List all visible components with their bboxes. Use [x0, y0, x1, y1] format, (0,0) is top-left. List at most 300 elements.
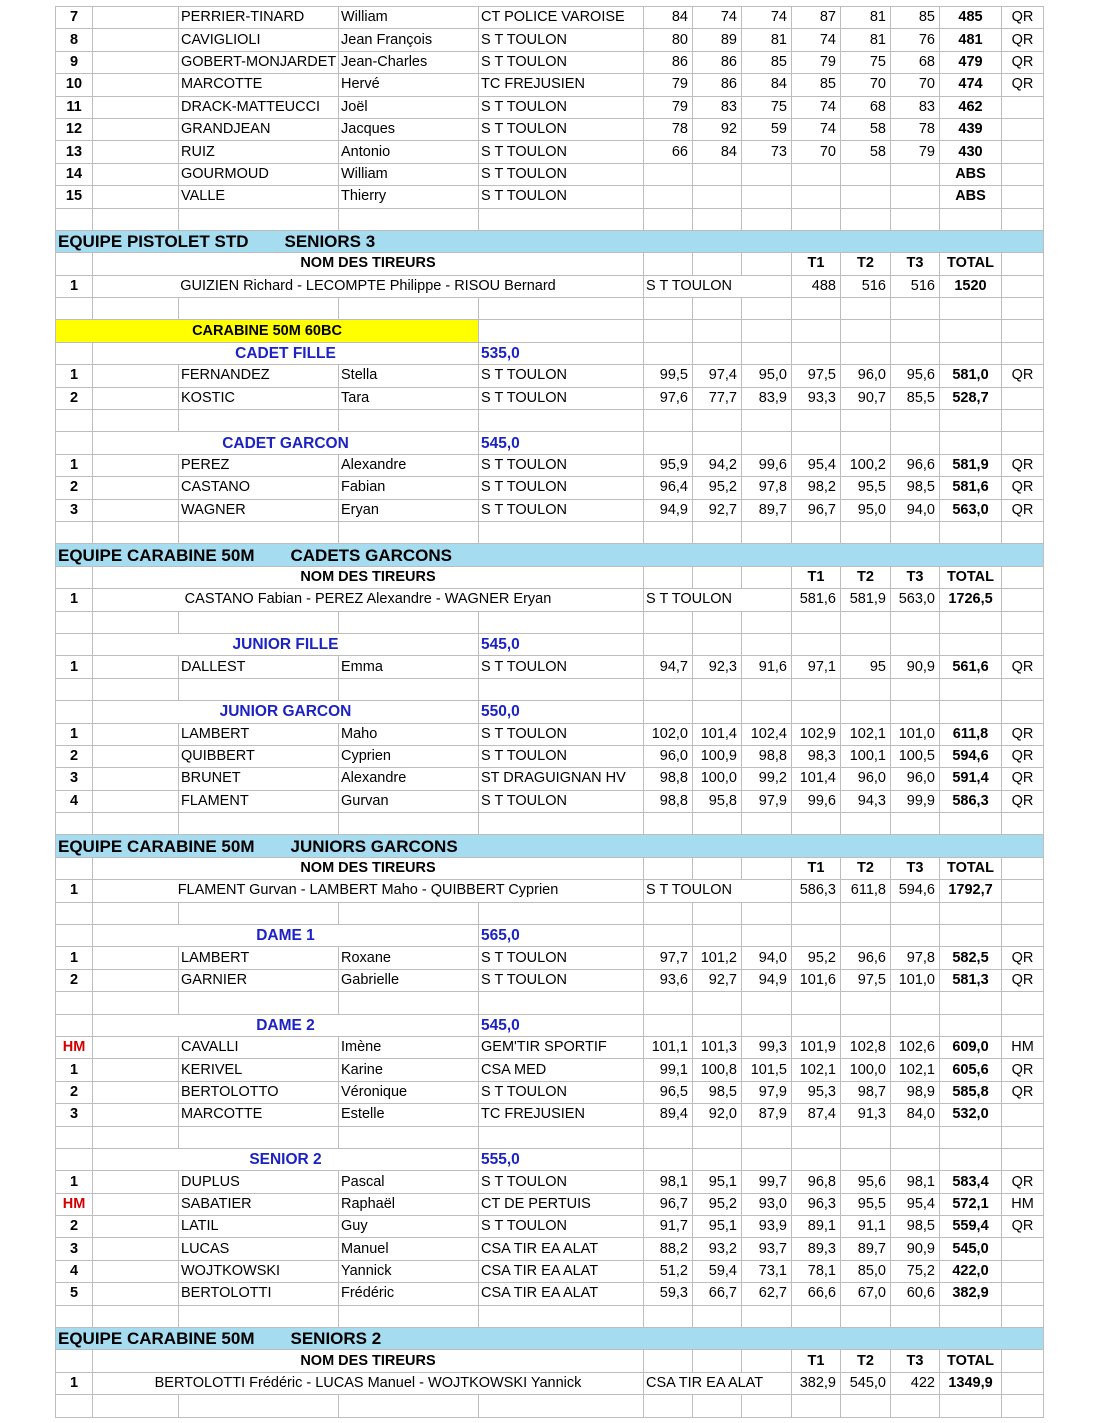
empty-row [56, 208, 1044, 230]
series-score-cell: 99,1 [644, 1059, 693, 1081]
t2-cell: 516 [841, 275, 891, 297]
first-name-cell: Raphaël [339, 1193, 479, 1215]
series-score-cell: 59,4 [693, 1260, 742, 1282]
total-cell: 439 [940, 118, 1002, 140]
series-score-cell: 89,1 [792, 1216, 841, 1238]
series-score-cell: 100,8 [693, 1059, 742, 1081]
last-name-cell: WAGNER [179, 499, 339, 521]
rank-cell: 2 [56, 1216, 93, 1238]
series-score-cell: 94,7 [644, 656, 693, 678]
empty-row [56, 298, 1044, 320]
t3-cell: 422 [891, 1372, 940, 1394]
rank-cell: 8 [56, 29, 93, 51]
total-cell: 586,3 [940, 790, 1002, 812]
series-score-cell [792, 163, 841, 185]
empty-cell [693, 566, 742, 588]
t2-cell: 545,0 [841, 1372, 891, 1394]
series-score-cell [742, 186, 792, 208]
series-score-cell: 97,8 [891, 947, 940, 969]
first-name-cell: Frédéric [339, 1283, 479, 1305]
empty-cell [693, 1148, 742, 1170]
empty-cell [891, 410, 940, 432]
empty-cell [1002, 275, 1044, 297]
qualification-cell: QR [1002, 1059, 1044, 1081]
empty-cell [93, 1305, 179, 1327]
empty-cell [56, 208, 93, 230]
result-row [56, 141, 1044, 163]
empty-cell [644, 611, 693, 633]
series-score-cell: 88,2 [644, 1238, 693, 1260]
empty-cell [891, 208, 940, 230]
rank-cell: 3 [56, 1104, 93, 1126]
empty-cell [1002, 253, 1044, 275]
empty-cell [841, 1395, 891, 1417]
series-score-cell: 98,8 [644, 768, 693, 790]
rank-cell: 1 [56, 656, 93, 678]
empty-cell [693, 925, 742, 947]
total-cell: 605,6 [940, 1059, 1002, 1081]
qualification-cell: HM [1002, 1036, 1044, 1058]
empty-cell [792, 1305, 841, 1327]
series-score-cell: 97,5 [841, 969, 891, 991]
empty-cell [644, 701, 693, 723]
empty-cell [644, 566, 693, 588]
series-score-cell: 95,4 [891, 1193, 940, 1215]
empty-cell [940, 208, 1002, 230]
total-cell: 581,9 [940, 454, 1002, 476]
empty-cell [179, 1126, 339, 1148]
last-name-cell: PERRIER-TINARD [179, 7, 339, 29]
rank-cell: 11 [56, 96, 93, 118]
total-cell: 430 [940, 141, 1002, 163]
series-score-cell: 95,8 [693, 790, 742, 812]
first-name-cell: Tara [339, 387, 479, 409]
series-score-cell: 97,9 [742, 1081, 792, 1103]
series-score-cell: 92,7 [693, 499, 742, 521]
series-score-cell [644, 186, 693, 208]
series-score-cell [891, 186, 940, 208]
empty-cell [479, 320, 644, 342]
empty-cell [179, 521, 339, 543]
empty-cell [339, 1395, 479, 1417]
series-score-cell: 96,6 [891, 454, 940, 476]
total-cell: 545,0 [940, 1238, 1002, 1260]
empty-cell [940, 813, 1002, 835]
empty-cell [179, 410, 339, 432]
category-row [56, 633, 1044, 655]
qualification-cell: QR [1002, 477, 1044, 499]
category-name: SENIOR 2 [93, 1148, 479, 1170]
rank-cell: 4 [56, 1260, 93, 1282]
series-score-cell: 91,1 [841, 1216, 891, 1238]
empty-cell [93, 1126, 179, 1148]
empty-cell [742, 1350, 792, 1372]
first-name-cell: Thierry [339, 186, 479, 208]
empty-cell [644, 992, 693, 1014]
rank-cell: HM [56, 1193, 93, 1215]
result-row [56, 118, 1044, 140]
spacer-cell [93, 1059, 179, 1081]
empty-cell [940, 1014, 1002, 1036]
result-row [56, 1036, 1044, 1058]
t1-cell: 586,3 [792, 880, 841, 902]
empty-cell [940, 925, 1002, 947]
empty-cell [841, 432, 891, 454]
empty-cell [1002, 813, 1044, 835]
series-score-cell: 97,8 [742, 477, 792, 499]
first-name-cell: Joël [339, 96, 479, 118]
club-cell: S T TOULON [479, 96, 644, 118]
empty-cell [93, 992, 179, 1014]
result-row [56, 163, 1044, 185]
team-header-row [56, 566, 1044, 588]
total-cell: ABS [940, 163, 1002, 185]
rank-cell: 2 [56, 387, 93, 409]
result-row [56, 969, 1044, 991]
club-cell: S T TOULON [479, 365, 644, 387]
empty-cell [693, 1014, 742, 1036]
series-score-cell: 97,7 [644, 947, 693, 969]
last-name-cell: GOURMOUD [179, 163, 339, 185]
series-score-cell: 85 [742, 51, 792, 73]
spacer-cell [93, 1081, 179, 1103]
last-name-cell: FERNANDEZ [179, 365, 339, 387]
last-name-cell: DALLEST [179, 656, 339, 678]
empty-cell [841, 633, 891, 655]
series-score-cell: 77,7 [693, 387, 742, 409]
empty-cell [644, 521, 693, 543]
series-score-cell: 96,3 [792, 1193, 841, 1215]
empty-cell [891, 633, 940, 655]
total-cell: 422,0 [940, 1260, 1002, 1282]
last-name-cell: MARCOTTE [179, 74, 339, 96]
last-name-cell: BRUNET [179, 768, 339, 790]
empty-cell [891, 1395, 940, 1417]
empty-cell [693, 320, 742, 342]
empty-row [56, 992, 1044, 1014]
result-row [56, 29, 1044, 51]
total-cell: 582,5 [940, 947, 1002, 969]
last-name-cell: VALLE [179, 186, 339, 208]
series-score-cell: 58 [841, 118, 891, 140]
team-total-cell: 1349,9 [940, 1372, 1002, 1394]
qualification-cell: QR [1002, 745, 1044, 767]
team-total-cell: 1726,5 [940, 589, 1002, 611]
empty-cell [644, 1395, 693, 1417]
qualification-cell: QR [1002, 499, 1044, 521]
club-cell: S T TOULON [479, 141, 644, 163]
empty-cell [1002, 1350, 1044, 1372]
first-name-cell: Maho [339, 723, 479, 745]
last-name-cell: DUPLUS [179, 1171, 339, 1193]
series-score-cell: 84,0 [891, 1104, 940, 1126]
empty-cell [479, 992, 644, 1014]
empty-cell [841, 1014, 891, 1036]
empty-cell [1002, 1126, 1044, 1148]
series-score-cell: 100,9 [693, 745, 742, 767]
empty-cell [792, 992, 841, 1014]
empty-cell [792, 925, 841, 947]
section-title-main: EQUIPE PISTOLET STD [58, 232, 249, 252]
empty-cell [644, 432, 693, 454]
empty-cell [891, 1305, 940, 1327]
series-score-cell: 94,2 [693, 454, 742, 476]
last-name-cell: BERTOLOTTO [179, 1081, 339, 1103]
series-score-cell: 74 [792, 29, 841, 51]
empty-cell [693, 813, 742, 835]
series-score-cell: 87,9 [742, 1104, 792, 1126]
empty-cell [339, 611, 479, 633]
series-score-cell: 73,1 [742, 1260, 792, 1282]
empty-cell [693, 410, 742, 432]
series-score-cell: 91,3 [841, 1104, 891, 1126]
series-score-cell: 98,1 [891, 1171, 940, 1193]
last-name-cell: DRACK-MATTEUCCI [179, 96, 339, 118]
series-score-cell [644, 163, 693, 185]
empty-cell [792, 902, 841, 924]
qualification-cell: QR [1002, 1081, 1044, 1103]
series-score-cell: 95,2 [693, 477, 742, 499]
empty-cell [179, 298, 339, 320]
rank-cell: 2 [56, 1081, 93, 1103]
club-cell: S T TOULON [479, 186, 644, 208]
series-score-cell: 95,2 [792, 947, 841, 969]
series-score-cell: 85,0 [841, 1260, 891, 1282]
section-title-main: EQUIPE CARABINE 50M [58, 836, 255, 856]
qualification-cell: QR [1002, 1171, 1044, 1193]
empty-cell [179, 1305, 339, 1327]
team-result-row [56, 1372, 1044, 1394]
total-cell: 563,0 [940, 499, 1002, 521]
series-score-cell [742, 163, 792, 185]
empty-cell [693, 611, 742, 633]
series-score-cell: 96,8 [792, 1171, 841, 1193]
team-names-cell: CASTANO Fabian - PEREZ Alexandre - WAGNER Eryan [93, 589, 644, 611]
last-name-cell: GRANDJEAN [179, 118, 339, 140]
series-score-cell: 95 [841, 656, 891, 678]
total-cell: 481 [940, 29, 1002, 51]
spacer-cell [93, 1036, 179, 1058]
series-score-cell: 68 [891, 51, 940, 73]
result-row [56, 51, 1044, 73]
empty-cell [891, 992, 940, 1014]
series-score-cell: 95,2 [693, 1193, 742, 1215]
empty-cell [93, 902, 179, 924]
empty-cell [339, 1126, 479, 1148]
series-score-cell: 94,9 [742, 969, 792, 991]
empty-cell [56, 253, 93, 275]
last-name-cell: WOJTKOWSKI [179, 1260, 339, 1282]
total-cell: 561,6 [940, 656, 1002, 678]
total-cell: 559,4 [940, 1216, 1002, 1238]
series-score-cell: 93,3 [792, 387, 841, 409]
last-name-cell: CAVIGLIOLI [179, 29, 339, 51]
total-cell: 594,6 [940, 745, 1002, 767]
team-header-row [56, 1350, 1044, 1372]
result-row [56, 947, 1044, 969]
spacer-cell [93, 969, 179, 991]
empty-row [56, 813, 1044, 835]
t1-header: T1 [792, 566, 841, 588]
club-cell: S T TOULON [479, 1216, 644, 1238]
series-score-cell: 102,9 [792, 723, 841, 745]
club-cell: CSA TIR EA ALAT [479, 1260, 644, 1282]
spacer-cell [93, 7, 179, 29]
series-score-cell: 90,9 [891, 656, 940, 678]
empty-cell [742, 1126, 792, 1148]
empty-cell [742, 320, 792, 342]
qualification-cell [1002, 1104, 1044, 1126]
category-row [56, 925, 1044, 947]
empty-cell [56, 521, 93, 543]
series-score-cell: 81 [841, 7, 891, 29]
empty-cell [56, 566, 93, 588]
series-score-cell: 85 [792, 74, 841, 96]
empty-cell [891, 925, 940, 947]
qualification-cell: QR [1002, 454, 1044, 476]
empty-cell [93, 1395, 179, 1417]
empty-cell [841, 208, 891, 230]
result-row [56, 768, 1044, 790]
empty-cell [56, 1014, 93, 1036]
empty-cell [742, 521, 792, 543]
series-score-cell: 75 [742, 96, 792, 118]
total-cell: 485 [940, 7, 1002, 29]
empty-cell [339, 813, 479, 835]
empty-cell [940, 521, 1002, 543]
series-score-cell: 101,3 [693, 1036, 742, 1058]
club-cell: ST DRAGUIGNAN HV [479, 768, 644, 790]
total-header: TOTAL [940, 857, 1002, 879]
series-score-cell: 99,2 [742, 768, 792, 790]
series-score-cell: 59,3 [644, 1283, 693, 1305]
club-cell: TC FREJUSIEN [479, 74, 644, 96]
last-name-cell: CAVALLI [179, 1036, 339, 1058]
empty-cell [940, 1126, 1002, 1148]
series-score-cell: 62,7 [742, 1283, 792, 1305]
empty-cell [479, 678, 644, 700]
first-name-cell: Pascal [339, 1171, 479, 1193]
empty-cell [339, 521, 479, 543]
last-name-cell: SABATIER [179, 1193, 339, 1215]
club-cell: GEM'TIR SPORTIF [479, 1036, 644, 1058]
empty-cell [644, 253, 693, 275]
empty-cell [841, 320, 891, 342]
spacer-cell [93, 745, 179, 767]
empty-cell [479, 208, 644, 230]
t3-cell: 594,6 [891, 880, 940, 902]
series-score-cell: 96,7 [644, 1193, 693, 1215]
series-score-cell: 66,7 [693, 1283, 742, 1305]
series-score-cell: 84 [742, 74, 792, 96]
minimum-score: 550,0 [479, 701, 644, 723]
empty-cell [792, 1148, 841, 1170]
rank-cell: 7 [56, 7, 93, 29]
empty-cell [1002, 992, 1044, 1014]
result-row [56, 454, 1044, 476]
minimum-score: 565,0 [479, 925, 644, 947]
result-row [56, 745, 1044, 767]
empty-cell [742, 1395, 792, 1417]
empty-cell [841, 925, 891, 947]
spacer-cell [93, 141, 179, 163]
empty-cell [479, 813, 644, 835]
empty-cell [742, 208, 792, 230]
empty-cell [742, 566, 792, 588]
rank-cell: 1 [56, 454, 93, 476]
team-result-row [56, 589, 1044, 611]
empty-cell [940, 1148, 1002, 1170]
series-score-cell: 70 [891, 74, 940, 96]
section-title [56, 544, 1044, 566]
series-score-cell: 99,6 [792, 790, 841, 812]
last-name-cell: BERTOLOTTI [179, 1283, 339, 1305]
series-score-cell: 100,5 [891, 745, 940, 767]
result-row [56, 656, 1044, 678]
empty-cell [792, 432, 841, 454]
empty-cell [339, 208, 479, 230]
series-score-cell [841, 163, 891, 185]
minimum-score: 555,0 [479, 1148, 644, 1170]
last-name-cell: FLAMENT [179, 790, 339, 812]
series-score-cell: 74 [792, 118, 841, 140]
series-score-cell: 85 [891, 7, 940, 29]
qualification-cell: QR [1002, 790, 1044, 812]
spacer-cell [93, 768, 179, 790]
series-score-cell: 74 [742, 7, 792, 29]
rank-cell: 4 [56, 790, 93, 812]
empty-cell [891, 1126, 940, 1148]
empty-cell [742, 342, 792, 364]
t2-cell: 581,9 [841, 589, 891, 611]
empty-cell [742, 857, 792, 879]
empty-cell [891, 432, 940, 454]
series-score-cell: 101,6 [792, 969, 841, 991]
total-cell: ABS [940, 186, 1002, 208]
series-score-cell: 94,9 [644, 499, 693, 521]
first-name-cell: Hervé [339, 74, 479, 96]
series-score-cell: 96,7 [792, 499, 841, 521]
series-score-cell: 100,0 [841, 1059, 891, 1081]
total-cell: 581,0 [940, 365, 1002, 387]
series-score-cell: 81 [841, 29, 891, 51]
total-cell: 581,6 [940, 477, 1002, 499]
first-name-cell: Manuel [339, 1238, 479, 1260]
series-score-cell: 93,2 [693, 1238, 742, 1260]
empty-cell [693, 1305, 742, 1327]
empty-cell [940, 701, 1002, 723]
minimum-score: 545,0 [479, 432, 644, 454]
empty-cell [792, 298, 841, 320]
result-row [56, 7, 1044, 29]
empty-cell [479, 298, 644, 320]
empty-cell [56, 925, 93, 947]
rank-cell: 1 [56, 1059, 93, 1081]
club-cell: CT POLICE VAROISE [479, 7, 644, 29]
series-score-cell: 101,9 [792, 1036, 841, 1058]
spacer-cell [93, 477, 179, 499]
empty-row [56, 1305, 1044, 1327]
empty-cell [644, 678, 693, 700]
team-club-cell: S T TOULON [644, 275, 792, 297]
result-row [56, 1193, 1044, 1215]
empty-cell [56, 701, 93, 723]
empty-cell [940, 678, 1002, 700]
series-score-cell: 102,4 [742, 723, 792, 745]
rank-cell: 5 [56, 1283, 93, 1305]
empty-cell [56, 1126, 93, 1148]
empty-cell [742, 678, 792, 700]
